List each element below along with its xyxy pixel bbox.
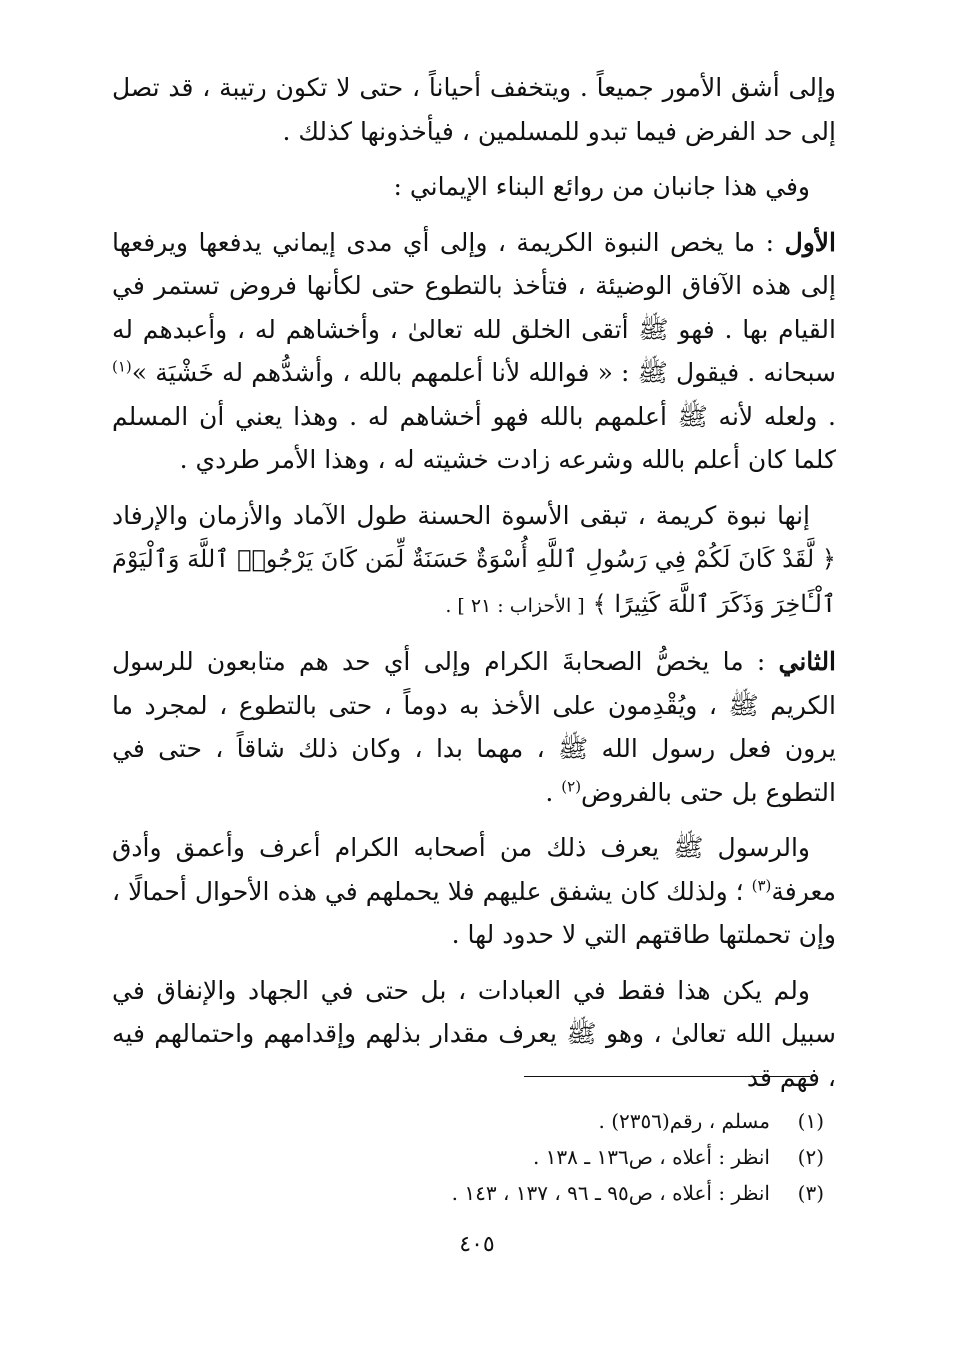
footnote-text: مسلم ، رقم(٢٣٥٦) . <box>598 1109 770 1133</box>
paragraph-companions <box>112 826 836 957</box>
paragraph-two-aspects <box>112 165 836 209</box>
footnote-number: (٢) <box>797 1145 824 1169</box>
paragraph-text-after: . <box>545 777 562 807</box>
paragraph-text-after: . ولعله لأنه ﷺ أعلمهم بالله فهو أخشاهم له . وهذا يعني أن المسلم كلما كان أعلم بالله وشرعه زادت خشيته له ، وهذا الأمر طردي . <box>112 401 837 474</box>
footnote-number: (١) <box>797 1109 824 1133</box>
footnote-item <box>224 1139 824 1175</box>
paragraph-text: إنها نبوة كريمة ، تبقى الأسوة الحسنة طول الآماد والأزمان والإرفاد <box>112 500 810 530</box>
paragraph-prophet-example <box>112 494 836 629</box>
footnote-marker[interactable]: (١) <box>112 357 132 376</box>
verse-reference: [ الأحزاب : ٢١ ] . <box>445 594 585 617</box>
paragraph-text: ولم يكن هذا فقط في العبادات ، بل حتى في الجهاد والإنفاق في سبيل الله تعالىٰ ، وهو ﷺ يعرف مقدار بذلهم وإقدامهم واحتمالهم فيه ، فهم قد <box>112 975 836 1092</box>
footnote-divider <box>524 1076 810 1077</box>
paragraph-intro <box>112 66 836 153</box>
footnote-text: انظر : أعلاه ، ص١٣٦ ـ ١٣٨ . <box>532 1145 770 1169</box>
footnote-marker[interactable]: (٢) <box>561 777 582 796</box>
paragraph-jihad <box>112 969 836 1100</box>
page-body <box>112 66 836 1111</box>
paragraph-text: والرسول ﷺ يعرف ذلك من أصحابه الكرام أعرف وأعمق وأدق معرفة <box>112 833 836 906</box>
paragraph-text: : ما يخص النبوة الكريمة ، وإلى أي مدى إيماني يدفعها ويرفعها إلى هذه الآفاق الوضيئة ، فتأخذ بالتطوع حتى لكأنها فروض تستمر في القيام بها . فهو ﷺ أتقى الخلق لله تعالىٰ ، وأخشاهم له ، وأعبدهم له سبحانه . فيقول ﷺ : « فوالله لأنا أعلمهم بالله ، وأشدُّهم له خَشْيَة » <box>112 227 836 387</box>
paragraph-first-aspect <box>112 221 836 482</box>
paragraph-lead: الأول <box>784 227 837 257</box>
footnote-marker[interactable]: (٣) <box>751 876 772 895</box>
quran-verse: ﴿ لَّقَدْ كَانَ لَكُمْ فِي رَسُولِ ٱللَّهِ أُسْوَةٌ حَسَنَةٌ لِّمَن كَانَ يَرْجُوا۟ ٱللَّهَ وَٱلْيَوْمَ ٱلْـَٔاخِرَ وَذَكَرَ ٱللَّهَ كَثِيرًا ﴾ <box>112 545 836 618</box>
paragraph-text: وإلى أشق الأمور جميعاً . ويتخفف أحياناً ، حتى لا تكون رتيبة ، قد تصل إلى حد الفرض فيما تبدو للمسلمين ، فيأخذونها كذلك . <box>112 73 836 146</box>
footnote-item <box>224 1103 824 1139</box>
paragraph-text: : ما يخصُّ الصحابةَ الكرام وإلى أي حد هم متابعون للرسول الكريم ﷺ ، ويُقْدِمون على الأخذ به دوماً ، حتى بالتطوع ، لمجرد ما يرون فعل رسول الله ﷺ ، مهما بدا ، وكان ذلك شاقاً ، حتى في التطوع بل حتى بالفروض <box>112 647 836 807</box>
paragraph-text: وفي هذا جانبان من روائع البناء الإيماني : <box>393 172 810 201</box>
page-number: ٤٠٥ <box>459 1232 495 1257</box>
paragraph-lead: الثاني <box>778 647 837 676</box>
footnotes <box>224 1103 824 1211</box>
paragraph-second-aspect <box>112 640 836 814</box>
paragraph-text-after: ؛ ولذلك كان يشفق عليهم فلا يحملهم في هذه الأحوال أحمالًا ، وإن تحملتها طاقتهم التي لا حدود لها . <box>112 876 836 949</box>
footnote-text: انظر : أعلاه ، ص٩٥ ـ ٩٦ ، ١٣٧ ، ١٤٣ . <box>451 1181 770 1205</box>
footnote-number: (٣) <box>797 1181 824 1205</box>
footnote-item <box>224 1175 824 1211</box>
